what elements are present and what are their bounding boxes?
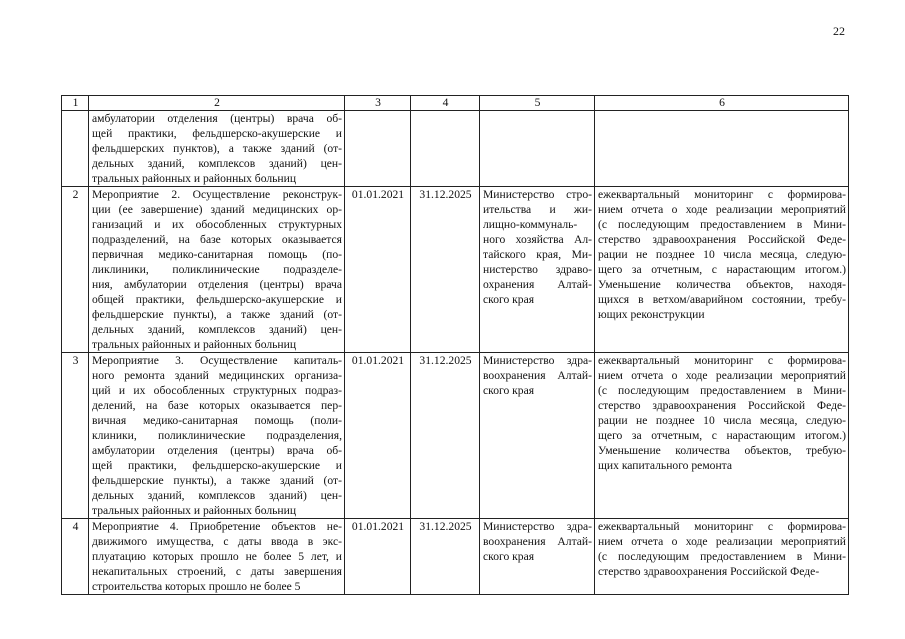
text-line: амбулатории отделения (центры) врача об- — [92, 444, 342, 457]
text-line: клиники, поликлинические подразделения, — [92, 429, 342, 442]
text-line: движимого имущества, с даты ввода в экс- — [92, 535, 342, 548]
text-line: дельных зданий, комплексов зданий) цен- — [92, 157, 342, 170]
executor-cell — [480, 519, 595, 595]
text-line: ного ремонта зданий медицинских организа- — [92, 369, 342, 382]
text-line: рации не позднее 10 числа месяца, следую- — [598, 248, 846, 261]
text-line: нием отчета о ходе реализации мероприятий — [598, 203, 846, 216]
result-cell — [595, 353, 849, 519]
text-line: ния, амбулатории отделения (центры) врача — [92, 278, 342, 291]
text-line: ительства и жи- — [483, 203, 592, 216]
column-header: 4 — [411, 96, 480, 111]
text-line: щего за отчетным, с нарастающим итогом.) — [598, 263, 846, 276]
end-date-cell: 31.12.2025 — [411, 353, 480, 519]
column-header: 1 — [62, 96, 89, 111]
activity-cell — [89, 519, 345, 595]
table-body — [62, 96, 849, 595]
text-line: ежеквартальный мониторинг с формирова- — [598, 188, 846, 201]
text-line: ежеквартальный мониторинг с формирова- — [598, 520, 846, 533]
row-number-cell: 2 — [62, 187, 89, 353]
result-cell — [595, 111, 849, 187]
text-line: нистерство здраво- — [483, 263, 592, 276]
text-line: тральных районных и районных больниц — [92, 338, 297, 351]
text-line: плуатацию которых прошло не более 5 лет, и — [92, 550, 342, 563]
text-line: щей практики, фельдшерско-акушерские и — [92, 127, 342, 140]
activity-cell — [89, 187, 345, 353]
text-line: стерство здравоохранения Российской Феде- — [598, 565, 820, 578]
text-line: тральных районных и районных больниц — [92, 504, 297, 517]
row-number-cell: 4 — [62, 519, 89, 595]
text-line: ского края — [483, 550, 535, 563]
text-line: щих капитального ремонта — [598, 459, 733, 472]
text-line: лищно-коммуналь- — [483, 218, 578, 231]
text-line: стерство здравоохранения Российской Феде- — [598, 399, 846, 412]
activities-table — [61, 95, 849, 595]
text-line: ского края — [483, 293, 535, 306]
text-line: стерство здравоохранения Российской Феде- — [598, 233, 846, 246]
activity-cell — [89, 111, 345, 187]
text-line: Министерство здра- — [483, 354, 592, 367]
text-line: ного хозяйства Ал- — [483, 233, 592, 246]
text-line: тральных районных и районных больниц — [92, 172, 297, 185]
activity-cell — [89, 353, 345, 519]
text-line: ликлиники, поликлинические подразделе- — [92, 263, 342, 276]
text-line: фельдшерские пункты), а также зданий (от- — [92, 308, 342, 321]
executor-cell — [480, 353, 595, 519]
text-line: щей практики, фельдшерско-акушерские и — [92, 459, 342, 472]
text-line: охранения Алтай- — [483, 278, 592, 291]
text-line: нием отчета о ходе реализации мероприятий — [598, 369, 846, 382]
text-line: фельдшерских пунктов), а также зданий (от- — [92, 142, 342, 155]
text-line: дельных зданий, комплексов зданий) цен- — [92, 323, 342, 336]
text-line: дельных зданий, комплексов зданий) цен- — [92, 489, 342, 502]
text-line: воохранения Алтай- — [483, 369, 592, 382]
text-line: Министерство стро- — [483, 188, 592, 201]
text-line: Мероприятие 4. Приобретение объектов не- — [92, 520, 342, 533]
text-line: подразделений, на базе которых оказывается — [92, 233, 342, 246]
text-line: первичная медико-санитарная помощь (по- — [92, 248, 342, 261]
page-number: 22 — [833, 24, 845, 38]
text-line: нием отчета о ходе реализации мероприятий — [598, 535, 846, 548]
column-header: 6 — [595, 96, 849, 111]
text-line: общей практики, фельдшерско-акушерские и — [92, 293, 342, 306]
row-number-cell — [62, 111, 89, 187]
table-row — [62, 519, 849, 595]
text-line: Уменьшение количества объектов, требую- — [598, 444, 846, 457]
text-line: Мероприятие 2. Осуществление реконструк- — [92, 188, 342, 201]
row-number-cell: 3 — [62, 353, 89, 519]
text-line: Мероприятие 3. Осуществление капиталь- — [92, 354, 342, 367]
text-line: ции (ее завершение) зданий медицинских ор- — [92, 203, 342, 216]
column-header: 5 — [480, 96, 595, 111]
text-line: рации не позднее 10 числа месяца, следую- — [598, 414, 846, 427]
end-date-cell: 31.12.2025 — [411, 519, 480, 595]
start-date-cell — [345, 111, 411, 187]
text-line: фельдшерские пункты), а также зданий (от- — [92, 474, 342, 487]
text-line: щего за отчетным, с нарастающим итогом.) — [598, 429, 846, 442]
text-line: (с последующим предоставлением в Мини- — [598, 550, 846, 563]
text-line: амбулатории отделения (центры) врача об- — [92, 112, 342, 125]
text-line: щихся в ветхом/аварийном состоянии, требу- — [598, 293, 846, 306]
text-line: (с последующим предоставлением в Мини- — [598, 218, 846, 231]
text-line: тайского края, Ми- — [483, 248, 592, 261]
text-line: ций и их обособленных структурных подраз- — [92, 384, 342, 397]
result-cell — [595, 519, 849, 595]
start-date-cell: 01.01.2021 — [345, 519, 411, 595]
table-row — [62, 111, 849, 187]
executor-cell — [480, 111, 595, 187]
text-line: ежеквартальный мониторинг с формирова- — [598, 354, 846, 367]
end-date-cell — [411, 111, 480, 187]
start-date-cell: 01.01.2021 — [345, 187, 411, 353]
start-date-cell: 01.01.2021 — [345, 353, 411, 519]
text-line: делений, на базе которых оказывается пер- — [92, 399, 342, 412]
text-line: ского края — [483, 384, 535, 397]
executor-cell — [480, 187, 595, 353]
text-line: вичная медико-санитарная помощь (поли- — [92, 414, 342, 427]
text-line: (с последующим предоставлением в Мини- — [598, 384, 846, 397]
text-line: воохранения Алтай- — [483, 535, 592, 548]
text-line: ющих реконструкции — [598, 308, 705, 321]
table-row — [62, 187, 849, 353]
end-date-cell: 31.12.2025 — [411, 187, 480, 353]
table-header-row — [62, 96, 849, 111]
column-header: 3 — [345, 96, 411, 111]
result-cell — [595, 187, 849, 353]
column-header: 2 — [89, 96, 345, 111]
text-line: ганизаций и их обособленных структурных — [92, 218, 342, 231]
text-line: Министерство здра- — [483, 520, 592, 533]
text-line: Уменьшение количества объектов, находя- — [598, 278, 846, 291]
text-line: строительства которых прошло не более 5 — [92, 580, 301, 593]
text-line: некапитальных строений, с даты завершения — [92, 565, 342, 578]
table-row — [62, 353, 849, 519]
